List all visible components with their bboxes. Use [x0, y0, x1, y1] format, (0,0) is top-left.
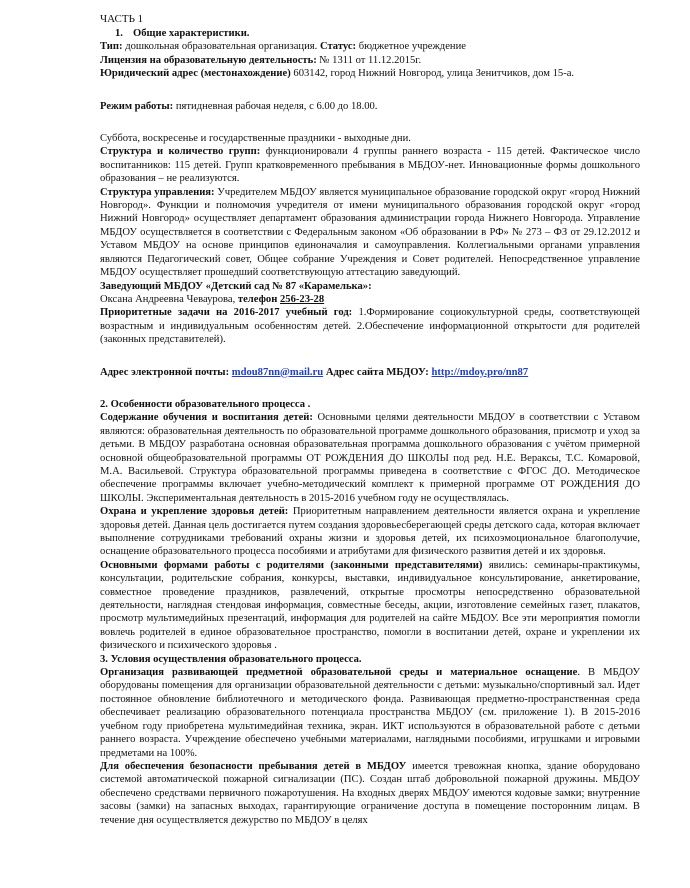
work-mode-line: [100, 100, 640, 113]
safety-paragraph: [100, 760, 640, 827]
tasks-label: Приоритетные задачи на 2016-2017 учебный год:: [100, 307, 353, 319]
days-off-line: Суббота, воскресенье и государственные праздники - выходные дни.: [100, 133, 411, 145]
health-value: Приоритетным направлением деятельности является охрана и укрепление здоровья детей. Данная цель достигается путем создания здоровьесберегающей среды детского сада, которая включает выполнение сотрудниками требований охраны жизни и здоровья детей, их психоэмоциональное благополучие, оснащение образовательного процесса пособиями и атрибутами для физического развития детей и их здоровья.: [100, 506, 640, 558]
work-mode-label: Режим работы:: [100, 100, 174, 112]
parents-paragraph: [100, 559, 640, 653]
environment-paragraph: [100, 666, 640, 760]
tasks-paragraph: [100, 306, 640, 346]
phone-label: телефон: [237, 293, 278, 305]
license-value: № 1311 от 11.12.2015г.: [319, 54, 422, 66]
license-line: [100, 54, 640, 67]
groups-label: Структура и количество групп:: [100, 146, 261, 158]
content-paragraph: [100, 411, 640, 505]
license-label: Лицензия на образовательную деятельность:: [100, 54, 317, 66]
management-paragraph: [100, 186, 640, 280]
section-3-title: 3. Условия осуществления образовательного процесса.: [100, 653, 362, 665]
content-label: Содержание обучения и воспитания детей:: [100, 412, 313, 424]
work-mode-value: пятидневная рабочая неделя, с 6.00 до 18.00.: [175, 100, 378, 112]
status-value: бюджетное учреждение: [358, 41, 466, 53]
head-name-line: [100, 293, 640, 306]
address-value: 603142, город Нижний Новгород, улица Зенитчиков, дом 15-а.: [293, 68, 575, 80]
status-label: Статус:: [319, 41, 357, 53]
health-label: Охрана и укрепление здоровья детей:: [100, 506, 289, 518]
groups-value: функционировали 4 группы раннего возраста - 115 детей. Фактическое число воспитанников: 115 детей. Групп кратковременного пребывания в МБДОУ-нет. Инновационные формы дошкольного образования – не реализуются.: [100, 146, 640, 185]
head-label: Заведующий МБДОУ «Детский сад № 87 «Карамелька»:: [100, 280, 372, 292]
tasks-value: 1.Формирование социокультурной среды, соответствующей возрастным и индивидуальным особенностям детей. 2.Обеспечение информационной открытости для родителей (законных представителей).: [100, 307, 640, 346]
type-label: Тип:: [100, 41, 123, 53]
section-2-title: 2. Особенности образовательного процесса .: [100, 398, 311, 410]
content-value: Основными целями деятельности МБДОУ в соответствии с Уставом являются: образовательная деятельность по образовательной программе дошкольного образования, присмотр и уход за детьми. В МБДОУ разработана основная образовательная программа дошкольного образования с учётом примерной основной общеобразовательной программы ОТ РОЖДЕНИЯ ДО ШКОЛЫ под ред. Н.Е. Вераксы, Т.С. Комаровой, М.А. Васильевой. Структура образовательной программы приведена в соответствие с ФГОС ДО. Методическое обеспечение программы включает учебно-методический комплект к примерной программе ОТ РОЖДЕНИЯ ДО ШКОЛЫ. Экспериментальная деятельность в 2015-2016 учебном году не осуществлялась.: [100, 412, 640, 504]
email-label: Адрес электронной почты:: [100, 366, 230, 378]
email-link[interactable]: mdou87nn@mail.ru: [231, 366, 324, 378]
site-link[interactable]: http://mdoy.pro/nn87: [431, 366, 529, 378]
part-label: ЧАСТЬ 1: [100, 13, 144, 25]
type-value: дошкольная образовательная организация.: [125, 41, 318, 53]
section-1-number: 1.: [115, 28, 123, 39]
safety-label: Для обеспечения безопасности пребывания детей в МБДОУ: [100, 760, 407, 772]
contacts-line: [100, 366, 640, 379]
head-line: [100, 280, 640, 293]
health-paragraph: [100, 505, 640, 559]
section-2-heading: [100, 398, 640, 411]
section-3-heading: [100, 653, 640, 666]
parents-label: Основными формами работы с родителями (законными представителями): [100, 559, 483, 571]
head-name: Оксана Андреевна Чеваурова,: [100, 293, 236, 305]
address-label: Юридический адрес (местонахождение): [100, 68, 291, 80]
section-1-heading: [100, 27, 640, 40]
groups-paragraph: [100, 145, 640, 185]
environment-label: Организация развивающей предметной образовательной среды и материальное оснащение: [100, 667, 578, 679]
type-status-line: [100, 40, 640, 53]
safety-value: имеется тревожная кнопка, здание оборудовано системой автоматической пожарной сигнализации (ПС). Создан штаб добровольной пожарной дружины. МБДОУ обеспечено средствами первичного пожаротушения. На входных дверях МБДОУ имеются кодовые замки; внутренние засовы (замки) на запасных выходах, гарантирующие ограничение доступа в помещение посторонним лицам. В течение дня осуществляется дежурство по МБДОУ в целях: [100, 760, 640, 826]
section-1-title: Общие характеристики.: [133, 28, 250, 39]
site-label: Адрес сайта МБДОУ:: [325, 366, 429, 378]
address-line: [100, 67, 640, 80]
document-body: [100, 27, 640, 827]
parents-value: явились: семинары-практикумы, консультации, родительские собрания, конкурсы, выставки, индивидуальное консультирование, анкетирование, совместное проведение праздников, развлечений, открытые просмотры непосредственно образовательной деятельности, наглядная стендовая информация, совместные беседы, акции, изготовление семейных газет, плакатов, просмотр мультимедийных презентаций, информация для родителей на сайте МБДОУ. Все эти мероприятия помогли вовлечь родителей в единое образовательное пространство, помогли в воспитании детей, охране и укреплении их физического и психического здоровья .: [100, 559, 640, 652]
management-value: Учредителем МБДОУ является муниципальное образование городской округ «город Нижний Новгород». Функции и полномочия учредителя от имени муниципального образования городской округ «город Нижний Новгород» осуществляет департамент образования администрации города Нижнего Новгорода. Управление МБДОУ осуществляется в соответствии с Федеральным законом «Об образовании в РФ» № 273 – ФЗ от 29.12.2012 и Уставом МБДОУ на основе принципов единоначалия и самоуправления. Коллегиальными органами управления являются Педагогический совет, Общее собрание Учреждения и Совет родителей. Непосредственное управление МБДОУ осуществляет прошедший соответствующую аттестацию заведующий.: [100, 186, 640, 279]
environment-value: . В МБДОУ оборудованы помещения для организации образовательной деятельности с детьми: музыкально/спортивный зал. Идет постоянное обновление библиотечного и методического фонда. Развивающая предметно-пространственная среда обеспечивает реализацию образовательного потенциала пространства МБДОУ (см. приложение 1). В 2015-2016 учебном году приобретена мультимедийная техника, экран. ИКТ используются в образовательной работе с детьми раннего возраста. Учреждение обеспечено учебными материалами, наглядными пособиями, игрушками и игровыми предметами на 100%.: [100, 667, 640, 759]
management-label: Структура управления:: [100, 186, 215, 198]
phone-value: 256-23-28: [279, 293, 325, 305]
